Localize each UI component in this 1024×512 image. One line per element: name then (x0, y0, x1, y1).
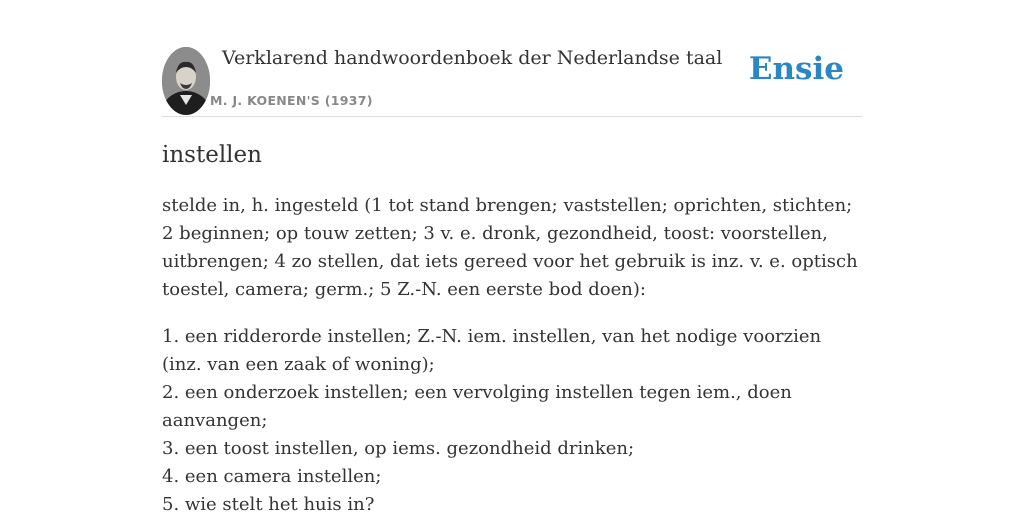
portrait-image (162, 47, 210, 115)
example-item: 4. een camera instellen; (162, 466, 382, 487)
example-item: 3. een toost instellen, op iems. gezondheid drinken; (162, 438, 635, 459)
entry-examples (162, 323, 862, 512)
ensie-logo-link[interactable]: Ensie (748, 51, 844, 87)
example-item: 5. wie stelt het huis in? (162, 494, 375, 512)
author-portrait (162, 47, 210, 115)
example-item: 1. een ridderorde instellen; Z.-N. iem. instellen, van het nodige voorzien (inz. van een zaak of woning); (162, 326, 822, 375)
entry-headword: instellen (162, 142, 262, 168)
dictionary-subtitle: M. J. KOENEN'S (1937) (210, 93, 373, 108)
example-item: 2. een onderzoek instellen; een vervolging instellen tegen iem., doen aanvangen; (162, 382, 792, 431)
entry-definition: stelde in, h. ingesteld (1 tot stand brengen; vaststellen; oprichten, stichten; 2 beginnen; op touw zetten; 3 v. e. dronk, gezondheid, toost: voorstellen, uitbrengen; 4 zo stellen, dat iets gereed voor het gebruik is inz. v. e. optisch toestel, camera; germ.; 5 Z.-N. een eerste bod doen): (162, 195, 858, 300)
site-header (162, 0, 862, 117)
page-container (162, 0, 862, 512)
dictionary-title: Verklarend handwoordenboek der Nederlandse taal (222, 47, 723, 69)
